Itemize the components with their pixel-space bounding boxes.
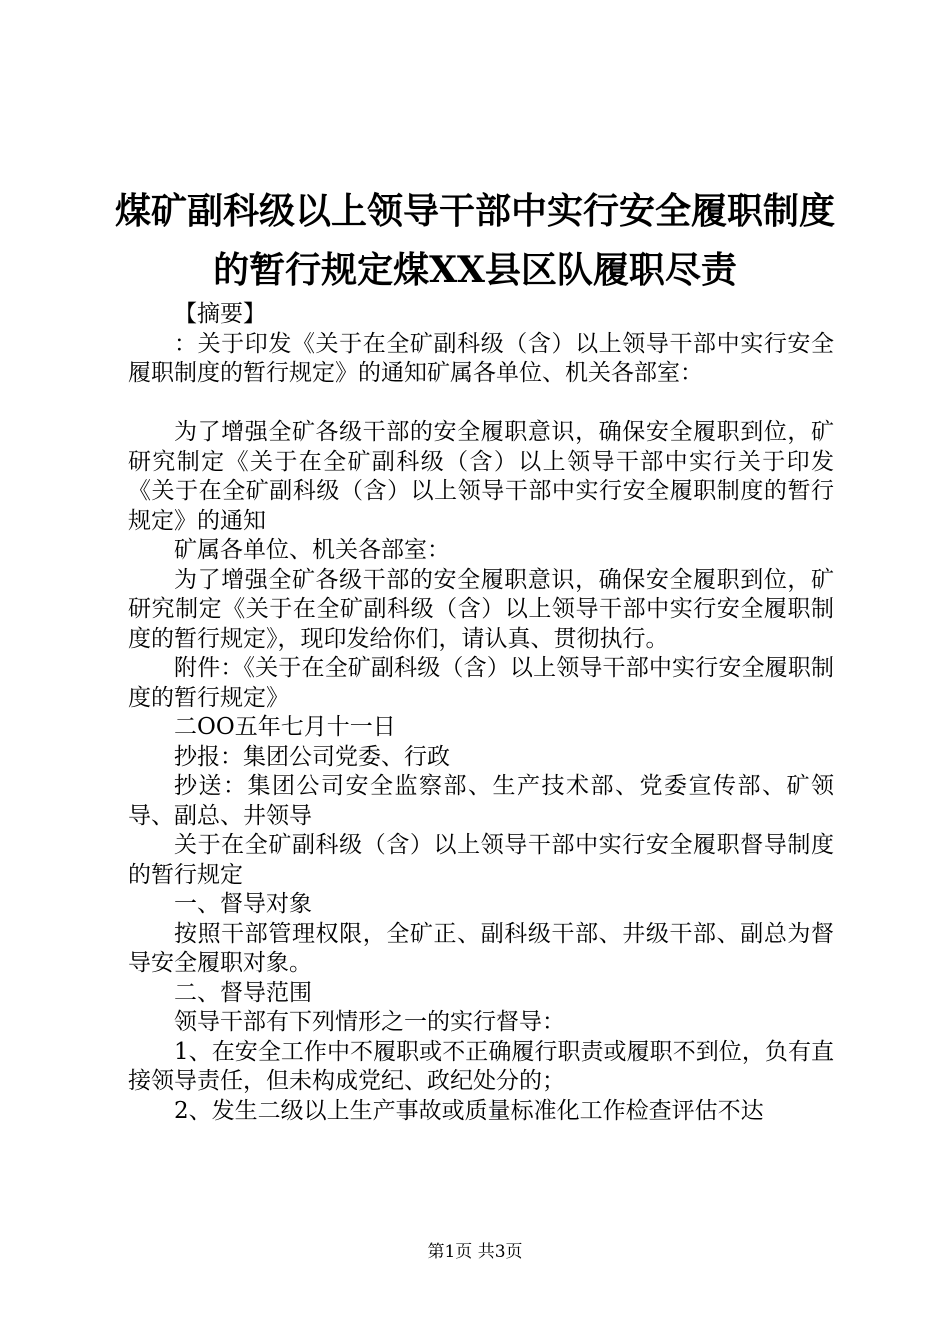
paragraph: 为了增强全矿各级干部的安全履职意识，确保安全履职到位，矿研究制定《关于在全矿副科级（含）以上领导干部中实行安全履职制度的暂行规定》，现印发给你们，请认真、贯彻执行。 [128, 566, 834, 652]
section-heading: 一、督导对象 [174, 891, 312, 917]
date-line: 二OO五年七月十一日 [174, 714, 396, 740]
paragraph: 为了增强全矿各级干部的安全履职意识，确保安全履职到位，矿研究制定《关于在全矿副科级（含）以上领导干部中实行关于印发《关于在全矿副科级（含）以上领导干部中实行安全履职制度的暂行规定》的通知 [128, 419, 834, 534]
list-item: 1、在安全工作中不履职或不正确履行职责或履职不到位，负有直接领导责任，但未构成党纪、政纪处分的； [128, 1038, 834, 1094]
paragraph: ：关于印发《关于在全矿副科级（含）以上领导干部中实行安全履职制度的暂行规定》的通知矿属各单位、机关各部室： [128, 330, 834, 386]
paragraph: 矿属各单位、机关各部室： [174, 537, 450, 563]
section-title: 关于在全矿副科级（含）以上领导干部中实行安全履职督导制度的暂行规定 [128, 832, 834, 888]
page-footer: 第1页 共3页 [427, 1242, 523, 1262]
cc-send-line: 抄送：集团公司安全监察部、生产技术部、党委宣传部、矿领导、副总、井领导 [128, 773, 834, 829]
section-heading: 二、督导范围 [174, 979, 312, 1006]
cc-report-line: 抄报：集团公司党委、行政 [174, 743, 450, 770]
paragraph: 附件：《关于在全矿副科级（含）以上领导干部中实行安全履职制度的暂行规定》 [128, 655, 834, 711]
document-title-line-2: 的暂行规定煤XX县区队履职尽责 [213, 249, 737, 291]
document-body [128, 300, 834, 1126]
abstract-label: 【摘要】 [174, 301, 266, 327]
paragraph: 按照干部管理权限，全矿正、副科级干部、井级干部、副总为督导安全履职对象。 [128, 920, 834, 976]
list-item: 2、发生二级以上生产事故或质量标准化工作检查评估不达 [174, 1097, 764, 1124]
document-title-line-1: 煤矿副科级以上领导干部中实行安全履职制度 [114, 190, 835, 232]
paragraph: 领导干部有下列情形之一的实行督导： [174, 1009, 565, 1035]
